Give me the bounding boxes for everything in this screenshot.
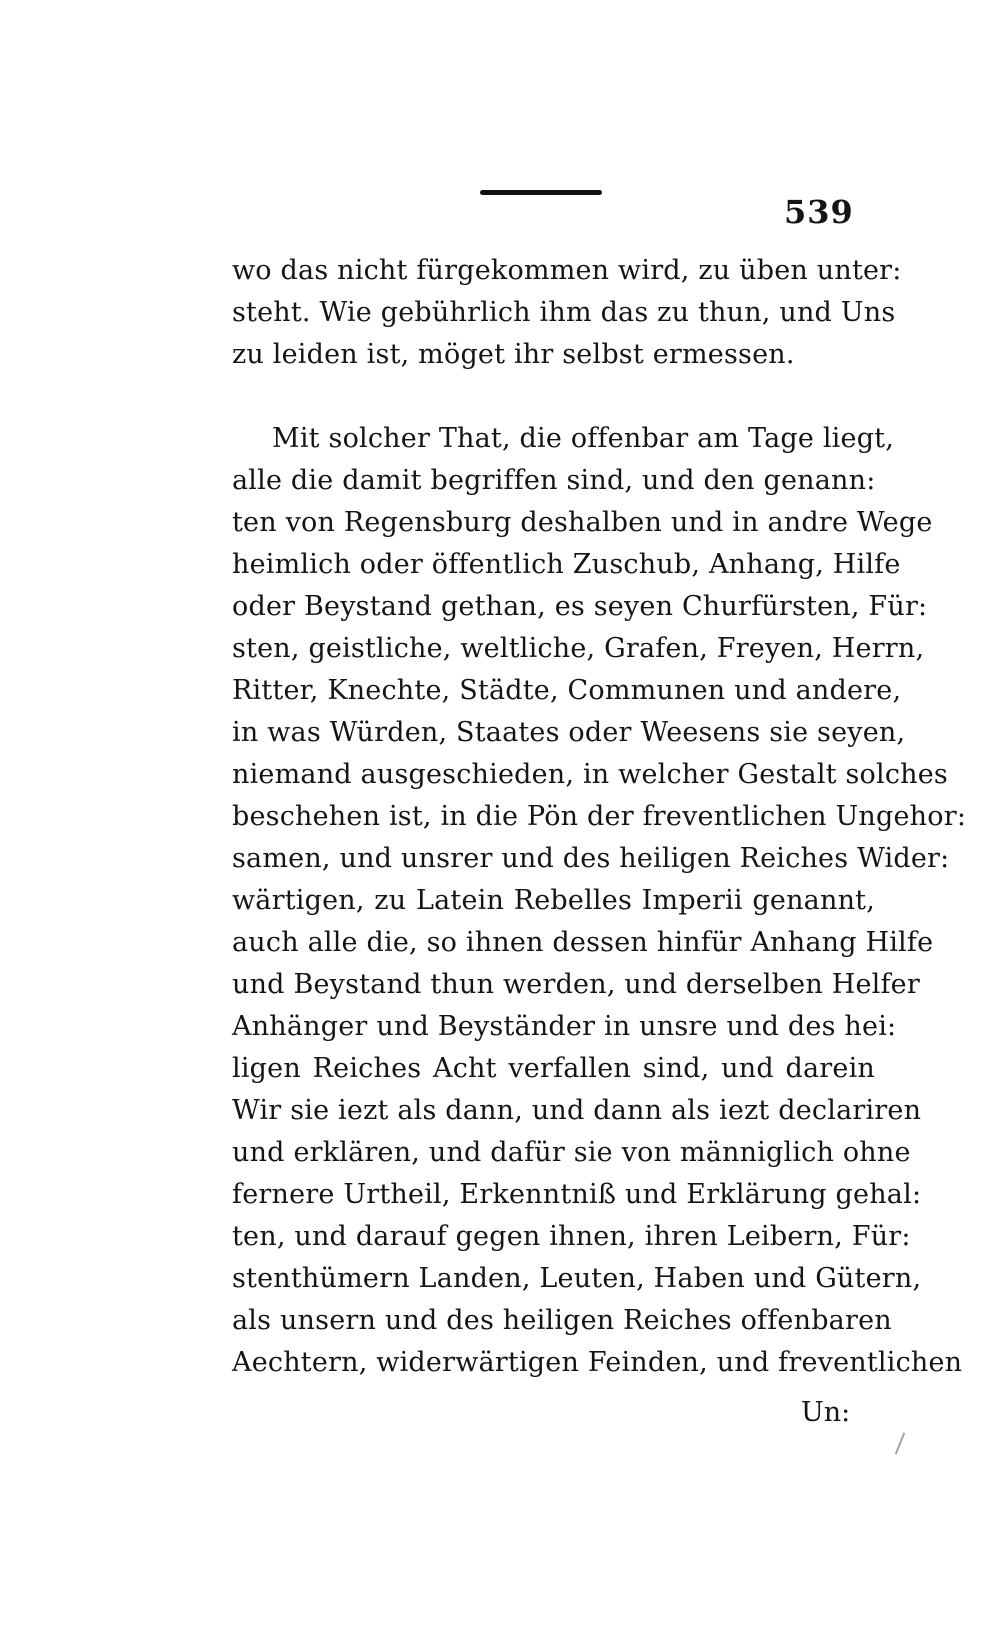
paragraph-2-line-17: Wir sie iezt als dann, und dann als iezt declariren [232,1095,922,1126]
paragraph-1-line-3: zu leiden ist, möget ihr selbst ermessen. [232,339,795,370]
paragraph-2-line-23: Aechtern, widerwärtigen Feinden, und freventlichen [232,1347,963,1378]
paragraph-2-line-15: Anhänger und Beyständer in unsre und des hei: [232,1011,897,1042]
paragraph-2-line-7: Ritter, Knechte, Städte, Communen und andere, [232,675,902,706]
paragraph-2-line-20: ten, und darauf gegen ihnen, ihren Leibern, Für: [232,1221,911,1252]
paragraph-1-line-2: steht. Wie gebührlich ihm das zu thun, und Uns [232,297,896,328]
paragraph-2-line-13: auch alle die, so ihnen dessen hinfür Anhang Hilfe [232,927,934,958]
paragraph-2-line-3: ten von Regensburg deshalben und in andre Wege [232,507,933,538]
paragraph-1 [232,250,902,376]
paragraph-2-line-16: ligen Reiches Acht verfallen sind, und darein [232,1053,875,1084]
paragraph-2-line-6: sten, geistliche, weltliche, Grafen, Freyen, Herrn, [232,633,925,664]
paragraph-2 [232,418,967,1384]
paragraph-2-line-12: wärtigen, zu Latein Rebelles Imperii genannt, [232,885,875,916]
page-number: 539 [784,193,854,231]
paragraph-2-line-11: samen, und unsrer und des heiligen Reiches Wider: [232,843,950,874]
paragraph-2-line-10: beschehen ist, in die Pön der freventlichen Ungehor: [232,801,967,832]
paragraph-2-line-4: heimlich oder öffentlich Zuschub, Anhang, Hilfe [232,549,901,580]
paragraph-2-line-18: und erklären, und dafür sie von männiglich ohne [232,1137,911,1168]
paragraph-2-line-9: niemand ausgeschieden, in welcher Gestalt solches [232,759,948,790]
paragraph-2-line-14: und Beystand thun werden, und derselben Helfer [232,969,920,1000]
paragraph-1-line-1: wo das nicht fürgekommen wird, zu üben unter: [232,255,902,286]
paragraph-2-line-21: stenthümern Landen, Leuten, Haben und Gütern, [232,1263,922,1294]
paragraph-2-line-2: alle die damit begriffen sind, und den genann: [232,465,876,496]
paper-mark [895,1432,905,1454]
header-rule [480,190,602,195]
paragraph-2-line-19: fernere Urtheil, Erkenntniß und Erklärung gehal: [232,1179,922,1210]
paragraph-2-line-22: als unsern und des heiligen Reiches offenbaren [232,1305,892,1336]
paragraph-2-line-5: oder Beystand gethan, es seyen Churfürsten, Für: [232,591,928,622]
paragraph-2-line-1: Mit solcher That, die offenbar am Tage liegt, [272,423,895,454]
catchword: Un: [801,1397,851,1428]
paragraph-2-line-8: in was Würden, Staates oder Weesens sie seyen, [232,717,906,748]
